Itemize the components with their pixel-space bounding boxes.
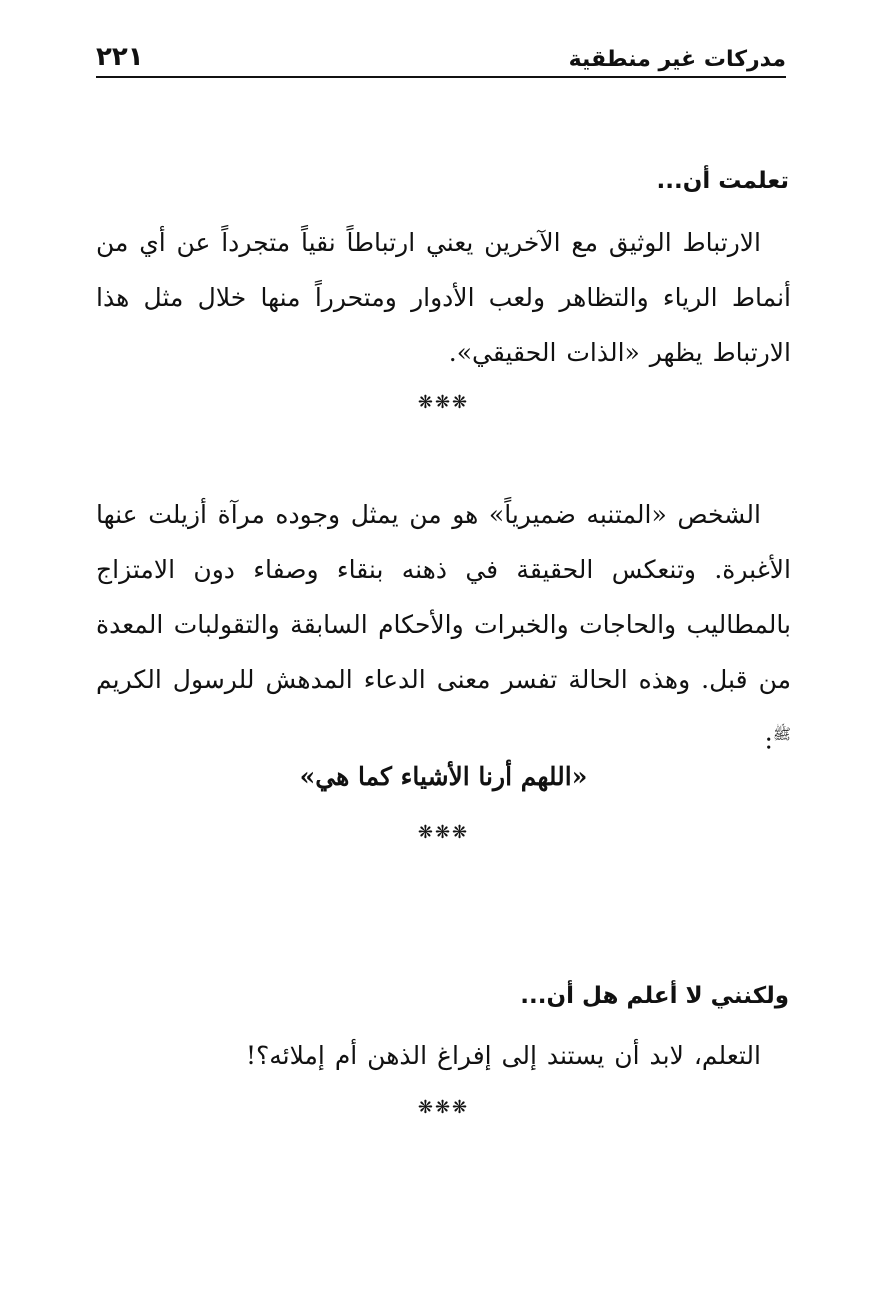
prophet-supplication-quote: «اللهم أرنا الأشياء كما هي» bbox=[299, 762, 588, 791]
paragraph-conscience-text: الشخص «المتنبه ضميرياً» هو من يمثل وجوده مرآة أزيلت عنها الأغبرة. وتنعكس الحقيقة في ذهنه بنقاء وصفاء دون الامتزاج بالمطاليب والحاجات والخبرات والأحكام السابقة والتقولبات المعدة من قبل. وهذه الحالة تفسر معنى الدعاء المدهش للرسول الكريم bbox=[96, 500, 791, 694]
section-learning-body bbox=[96, 1028, 791, 1083]
paragraph-colon: : bbox=[764, 725, 773, 755]
salawat-glyph: ﷺ bbox=[772, 725, 791, 743]
section-separator: ❋❋❋ bbox=[417, 1097, 470, 1118]
running-header bbox=[96, 38, 786, 78]
section-separator: ❋❋❋ bbox=[417, 822, 470, 843]
paragraph-learning-question: التعلم، لابد أن يستند إلى إفراغ الذهن أم إملائه؟! bbox=[245, 1041, 761, 1070]
page-number: ٢٢١ bbox=[96, 42, 144, 72]
paragraph-connection: الارتباط الوثيق مع الآخرين يعني ارتباطاً نقياً متجرداً عن أي من أنماط الرياء والتظاهر ولعب الأدوار ومتحرراً منها خلال مثل هذا الارتباط يظهر «الذات الحقيقي». bbox=[96, 228, 791, 367]
paragraph-conscience bbox=[96, 487, 791, 767]
section-learned-body bbox=[96, 215, 791, 380]
section-heading-unknown: ولكنني لا أعلم هل أن... bbox=[520, 983, 789, 1009]
section-conscience-body bbox=[96, 487, 791, 767]
running-title: مدركات غير منطقية bbox=[568, 47, 786, 72]
section-separator: ❋❋❋ bbox=[417, 392, 470, 413]
section-heading-learned: تعلمت أن... bbox=[656, 168, 789, 194]
